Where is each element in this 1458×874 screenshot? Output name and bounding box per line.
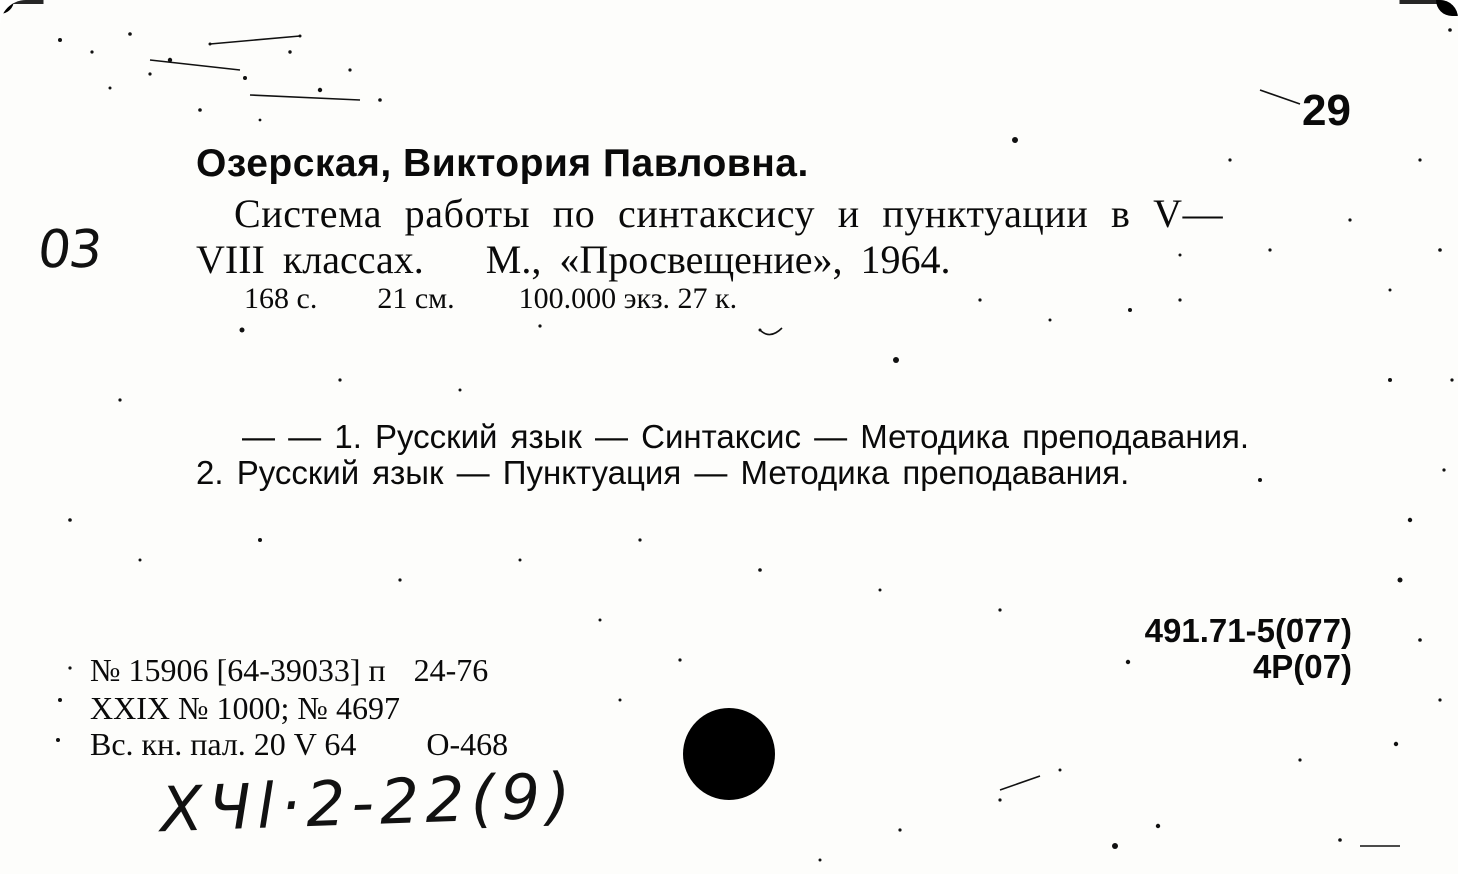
imprint-line-3 — [90, 726, 508, 763]
publisher-imprint: М., «Просвещение», 1964. — [485, 237, 951, 282]
page-count: 168 с. — [244, 282, 318, 315]
title-line-2-part-a: VIII классах. — [196, 237, 424, 282]
subject-heading-2: 2. Русский язык — Пунктуация — Методика преподавания. — [196, 454, 1130, 491]
udc-classification: 491.71-5(077) — [1144, 612, 1352, 649]
print-run-price: 100.000 экз. 27 к. — [518, 282, 738, 315]
book-chamber-date: Вс. кн. пал. 20 V 64 — [90, 726, 357, 762]
title-line-1: Система работы по синтаксису и пунктуации в V— — [234, 191, 1224, 236]
handwritten-shelfmark: XЧl·2-22(9) — [158, 758, 578, 847]
card-punch-hole — [683, 708, 775, 800]
imprint-line-2: XXIX № 1000; № 4697 — [90, 690, 400, 726]
subject-heading-1: — — 1. Русский язык — Синтаксис — Методика преподавания. — [242, 418, 1250, 455]
collation-line — [244, 282, 737, 316]
cutter-number: О-468 — [426, 726, 509, 762]
registration-number: № 15906 [64-39033] п — [90, 652, 386, 688]
index-code: 24-76 — [413, 652, 489, 688]
author-heading: Озерская, Виктория Павловна. — [196, 142, 809, 185]
bbk-classification: 4Р(07) — [1252, 648, 1352, 685]
card-number: 29 — [1302, 86, 1351, 135]
imprint-line-1 — [90, 652, 488, 689]
handwritten-mark: 03 — [34, 220, 104, 280]
title-line-2 — [196, 236, 950, 283]
book-size: 21 см. — [377, 282, 455, 315]
